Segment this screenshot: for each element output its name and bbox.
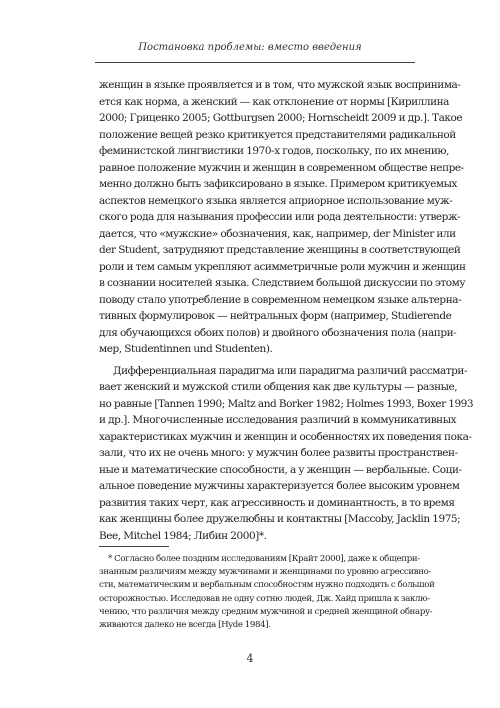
paragraph-1 <box>99 77 466 358</box>
text-line: тивных формулировок — нейтральных форм (например, Studierende <box>99 310 452 322</box>
text-line: равное положение мужчин и женщин в современном обществе непре- <box>99 161 464 174</box>
text-line: женщин в языке проявляется и в том, что мужской язык воспринима- <box>99 79 461 91</box>
text-line: зали, что их не очень много: у мужчин более развиты пространствен- <box>99 447 458 459</box>
text-line: альное поведение мужчины характеризуется более высоким уровнем <box>99 480 460 492</box>
text-line: der Student, затрудняют представление женщины в соответствующей <box>99 244 461 256</box>
page-number: 4 <box>246 652 254 665</box>
footnote-line: чению, что различия между средним мужчиной и средней женщиной обнару- <box>99 606 433 617</box>
text-line: и др.]. Многочисленные исследования различий в коммуникативных <box>99 414 457 426</box>
text-line: мер, Studentinnen und Studenten). <box>99 343 273 355</box>
footnote-line: живаются далеко не всегда [Hyde 1984]. <box>99 619 271 630</box>
text-line: как женщины более дружелюбны и контактны [Maccoby, Jacklin 1975; <box>99 513 461 525</box>
text-line: для обучающихся обоих полов) и двойного обозначения пола (напри- <box>99 326 457 339</box>
footnote-line: знанным различиям между мужчинами и женщинами по уровню агрессивно- <box>99 567 431 578</box>
text-line: роли и тем самым укрепляют асимметричные роли мужчин и женщин <box>99 260 466 273</box>
text-line: развития таких черт, как агрессивность и доминантность, в то время <box>99 496 455 509</box>
text-line: ского рода для называния профессии или рода деятельности: утверж- <box>99 211 461 223</box>
footnote-rule <box>99 546 169 547</box>
main-text <box>99 77 474 544</box>
text-line: но равные [Tannen 1990; Maltz and Borker 1982; Holmes 1993, Boxer 1993 <box>99 397 474 410</box>
text-line: Bee, Mitchel 1984; Либин 2000]*. <box>99 529 267 542</box>
footnote-line: сти, математическим и вербальным способностям нужно подходить с большой <box>99 580 435 591</box>
header-rule <box>95 62 415 63</box>
text-line: положение вещей резко критикуется представителями радикальной <box>99 128 456 141</box>
text-line: поводу стало употребление в современном немецком языке альтерна- <box>99 293 462 306</box>
text-line: феминистской лингвистики 1970-х годов, поскольку, по их мнению, <box>99 145 449 157</box>
text-line: ные и математические способности, а у женщин — вербальные. Соци- <box>99 463 462 476</box>
text-line: вает женский и мужской стили общения как две культуры — разные, <box>99 381 458 393</box>
text-line: менно должно быть зафиксировано в языке. Примером критикуемых <box>99 178 458 190</box>
footnote <box>99 553 435 632</box>
text-line: Дифференциальная парадигма или парадигма различий рассматри- <box>113 364 468 377</box>
footnote-line: * Согласно более поздним исследованиям [Крайт 2000], даже к общепри- <box>108 554 420 564</box>
running-head: Постановка проблемы: вместо введения <box>138 42 362 53</box>
text-line: 2000; Гриценко 2005; Gottburgsen 2000; Hornscheidt 2009 и др.]. Такое <box>99 112 463 124</box>
text-line: в сознании носителей языка. Следствием большой дискуссии по этому <box>99 277 466 289</box>
paragraph-2 <box>99 363 474 545</box>
text-line: характеристиках мужчин и женщин и особенностях их поведения пока- <box>99 430 472 443</box>
text-line: аспектов немецкого языка является априорное использование муж- <box>99 194 453 207</box>
text-line: ется как норма, а женский — как отклонение от нормы [Кириллина <box>99 95 449 108</box>
text-line: дается, что «мужские» обозначения, как, например, der Minister или <box>99 227 456 240</box>
footnote-line: осторожностью. Исследовав не одну сотню людей, Дж. Хайд пришла к заклю- <box>99 593 430 604</box>
